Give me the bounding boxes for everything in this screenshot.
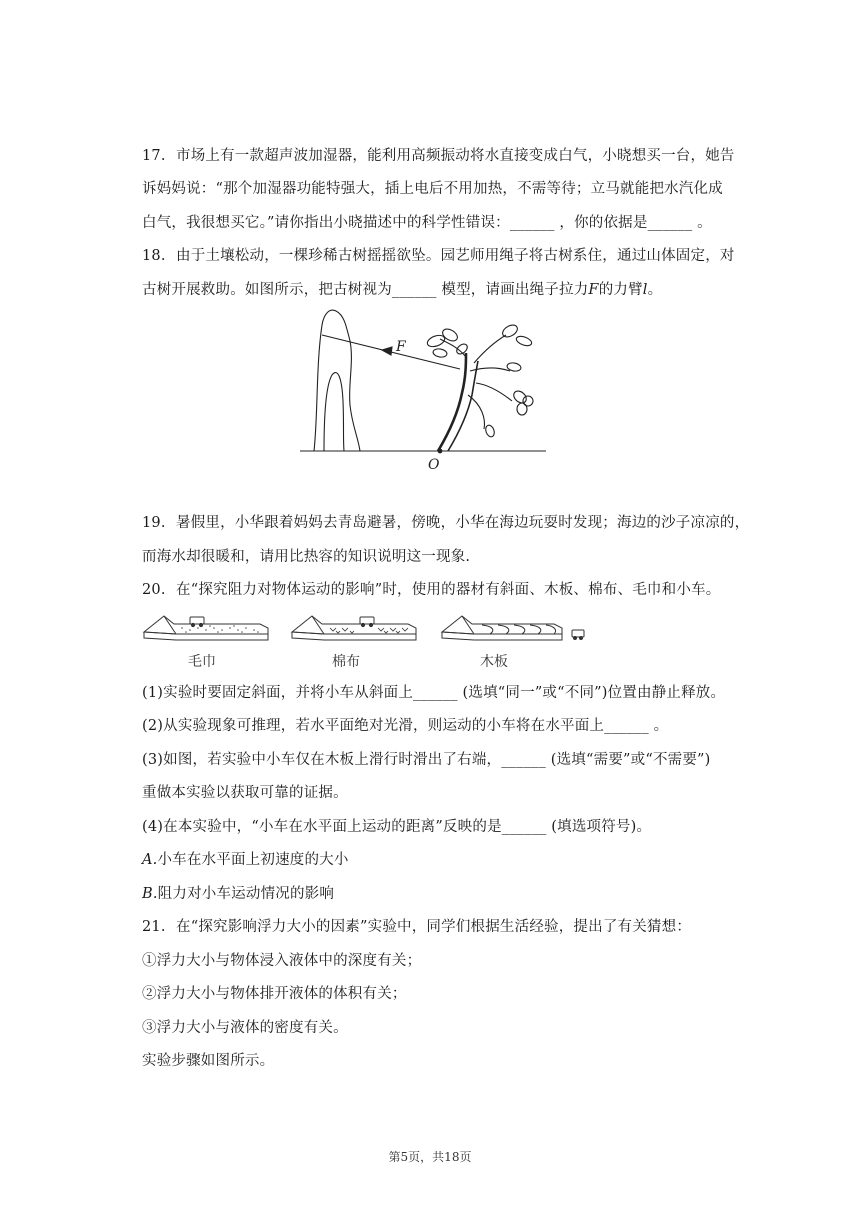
q20-option-a: A.小车在水平面上初速度的大小 bbox=[142, 852, 349, 868]
q17-line3: 白气，我很想买它。”请你指出小晓描述中的科学性错误：______ ，你的依据是______ 。 bbox=[142, 215, 712, 231]
pivot-point bbox=[438, 449, 443, 454]
q18-number: 18. bbox=[142, 248, 166, 264]
q19-number: 19. bbox=[142, 515, 166, 531]
ramp-wood bbox=[442, 616, 584, 640]
q21-guess3: ③浮力大小与液体的密度有关。 bbox=[142, 1020, 348, 1036]
q20-part2: (2)从实验现象可推理，若水平面绝对光滑，则运动的小车将在水平面上______ 。 bbox=[142, 718, 669, 734]
q21-guess1: ①浮力大小与物体浸入液体中的深度有关； bbox=[142, 953, 422, 969]
q17-line2: 诉妈妈说：“那个加湿器功能特强大，插上电后不用加热，不需等待；立马就能把水汽化成 bbox=[142, 181, 723, 197]
ramp-towel bbox=[144, 616, 268, 640]
ramps-figure bbox=[140, 610, 600, 672]
q21-steps: 实验步骤如图所示。 bbox=[142, 1053, 275, 1069]
q20-line1: 20. 在“探究阻力对物体运动的影响”时，使用的器材有斜面、木板、棉布、毛巾和小车。 bbox=[142, 582, 721, 598]
ramp-cotton bbox=[292, 616, 416, 640]
q19-line1: 19. 暑假里，小华跟着妈妈去青岛避暑，傍晚，小华在海边玩耍时发现；海边的沙子凉凉的， bbox=[142, 515, 750, 531]
q20-part3-line2: 重做本实验以获取可靠的证据。 bbox=[142, 785, 348, 801]
q20-part1: (1)实验时要固定斜面，并将小车从斜面上______ (选填“同一”或“不同”)位置由静止释放。 bbox=[142, 685, 726, 701]
q18-line1: 18. 由于土壤松动，一棵珍稀古树摇摇欲坠。园艺师用绳子将古树系住，通过山体固定，对 bbox=[142, 248, 735, 264]
q21-guess2: ②浮力大小与物体排开液体的体积有关； bbox=[142, 986, 407, 1002]
tree-lever-figure bbox=[300, 305, 550, 475]
q21-number: 21. bbox=[142, 919, 166, 935]
q19-line2: 而海水却很暖和，请用比热容的知识说明这一现象. bbox=[142, 549, 471, 565]
q20-part4: (4)在本实验中，“小车在水平面上运动的距离”反映的是______ (填选项符号)。 bbox=[142, 819, 652, 835]
q20-part3-line1: (3)如图，若实验中小车仅在木板上滑行时滑出了右端，______ (选填“需要”或“不需要”) bbox=[142, 752, 711, 768]
caption-towel: 毛巾 bbox=[188, 654, 216, 670]
force-label: F bbox=[396, 339, 406, 355]
q18-line2: 古树开展救助。如图所示，把古树视为______ 模型，请画出绳子拉力F的力臂l。 bbox=[142, 282, 663, 298]
q17-line1: 17. 市场上有一款超声波加湿器，能利用高频振动将水直接变成白气，小晓想买一台，她告 bbox=[142, 148, 735, 164]
q20-option-b: B.阻力对小车运动情况的影响 bbox=[142, 886, 335, 902]
pivot-label: O bbox=[428, 457, 440, 473]
caption-wood: 木板 bbox=[480, 654, 508, 670]
q21-line1: 21. 在“探究影响浮力大小的因素”实验中，同学们根据生活经验，提出了有关猜想： bbox=[142, 919, 692, 935]
q20-number: 20. bbox=[142, 582, 166, 598]
force-arrow bbox=[382, 347, 392, 355]
mountain-outline bbox=[314, 310, 360, 451]
page-footer: 第5页，共18页 bbox=[388, 1150, 472, 1164]
q17-number: 17. bbox=[142, 148, 166, 164]
caption-cotton: 棉布 bbox=[332, 654, 360, 670]
